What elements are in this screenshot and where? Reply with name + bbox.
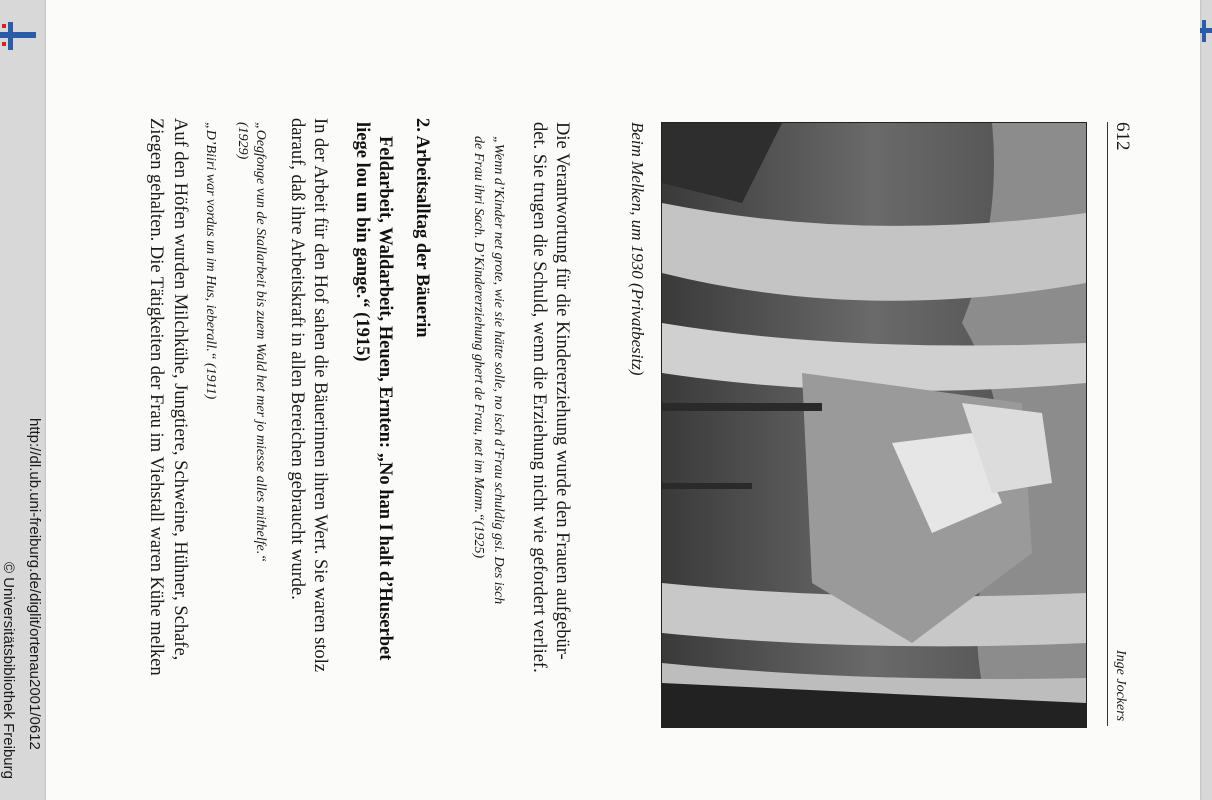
paragraph-2-line-1: In der Arbeit für den Hof sahen die Bäuerinnen ihren Wert. Sie waren stolz — [310, 118, 330, 673]
paragraph-2-line-2: darauf, daß ihre Arbeitskraft in allen Bereichen gebraucht wurde. — [287, 118, 307, 600]
paragraph-3-line-1: Auf den Höfen wurden Milchkühe, Jungtiere, Schweine, Hühner, Schafe, — [170, 118, 190, 661]
quote-1-line-1: „Wenn d’Kinder net grote, wie sie hätte solle, no isch d’Frau schuldig gsi. Des isch — [491, 136, 506, 605]
paragraph-3-line-2: Ziegen gehalten. Die Tätigkeiten der Frau im Viehstall waren Kühe melken — [146, 118, 166, 676]
document-url[interactable]: http://dl.ub.uni-freiburg.de/diglit/ortenau2001/0612 — [26, 418, 43, 750]
author-name: Inge Jockers — [1113, 650, 1128, 722]
library-logo-icon — [0, 22, 36, 50]
paragraph-1-line-2: det. Sie trugen die Schuld, wenn die Erziehung nicht wie gefordert verlief. — [529, 122, 549, 673]
section-heading: 2. Arbeitsalltag der Bäuerin — [412, 118, 432, 338]
header-rule — [1107, 122, 1108, 726]
copyright-text: © Universitätsbibliothek Freiburg — [0, 562, 17, 779]
quote-2-line-1: „Oegfonge vun de Stallarbeit bis zuem Wald het mer jo miesse alles mithelfe.“ — [253, 122, 268, 563]
milking-photo — [661, 122, 1087, 728]
paragraph-1-line-1: Die Verantwortung für die Kindererziehung wurde den Frauen aufgebür- — [552, 122, 572, 660]
photo-caption: Beim Melken, um 1930 (Privatbesitz) — [628, 122, 647, 376]
quote-1-line-2: de Frau ihri Sach. D’Kindererziehung ghert de Frau, net im Mann.“(1925) — [471, 136, 486, 559]
subheading-line-2: liege lou un bin gange.“ (1915) — [352, 122, 372, 362]
quote-2-line-2: (1929) — [235, 122, 250, 160]
page-number: 612 — [1112, 122, 1133, 151]
quote-3: „D’Biiri war vordus un im Hus, ieberall.“ (1911) — [203, 122, 218, 400]
subheading-line-1: Feldarbeit, Waldarbeit, Heuen, Ernten: „No han I halt d’Huserbet — [375, 136, 395, 661]
